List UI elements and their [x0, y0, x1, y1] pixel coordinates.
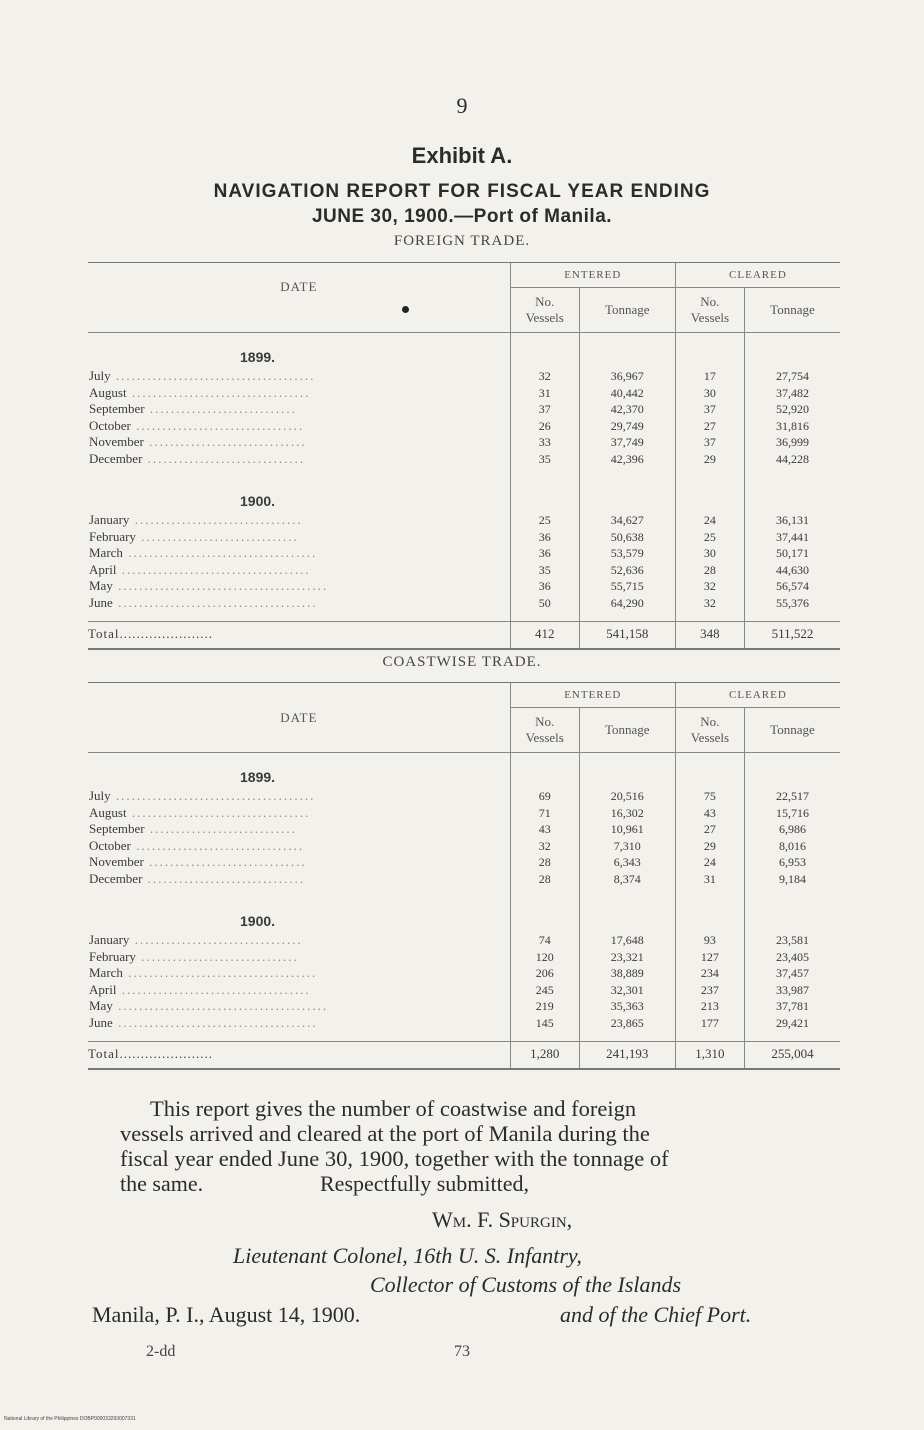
table-row	[88, 965, 840, 982]
month-cell: November ..............................	[89, 854, 307, 869]
cleared-tonnage-cell: 36,999	[744, 434, 840, 451]
entered-vessels-cell: 36	[510, 545, 579, 562]
month-cell: February ..............................	[89, 948, 299, 964]
month-cell: June ......................................	[89, 1014, 318, 1030]
year-label: 1900.	[240, 493, 276, 509]
cleared-tonnage-cell: 9,184	[744, 871, 840, 888]
report-heading-line2: JUNE 30, 1900.—Port of Manila.	[311, 206, 613, 227]
footer-signature-mark: 2-dd	[146, 1343, 176, 1360]
total-entered-vessels: 1,280	[510, 1042, 579, 1070]
entered-tonnage-cell: 42,396	[579, 451, 675, 468]
cleared-tonnage-cell: 55,376	[744, 595, 840, 612]
bullet-mark	[402, 306, 409, 313]
cleared-vessels-cell: 17	[675, 368, 744, 385]
month-cell: July ......................................	[89, 788, 316, 803]
entered-tonnage-cell: 55,715	[579, 578, 675, 595]
cleared-tonnage-cell: 6,986	[744, 821, 840, 838]
cleared-vessels-cell: 127	[675, 949, 744, 966]
footer-page-number: 73	[454, 1343, 470, 1360]
table-row	[88, 805, 840, 822]
entered-vessels-cell: 35	[510, 562, 579, 579]
table-row	[88, 368, 840, 385]
month-cell: March ....................................	[89, 545, 318, 560]
cleared-vessels-cell: 32	[675, 578, 744, 595]
cleared-tonnage-cell: 52,920	[744, 401, 840, 418]
entered-vessels-cell: 35	[510, 451, 579, 468]
cleared-tonnage-cell: 37,482	[744, 385, 840, 402]
foreign-table-body	[88, 333, 840, 650]
cleared-tonnage-cell: 37,441	[744, 529, 840, 546]
cleared-tonnage-cell: 44,630	[744, 562, 840, 579]
signature-title-line1: Lieutenant Colonel, 16th U. S. Infantry,	[233, 1243, 582, 1268]
entered-vessels-cell: 43	[510, 821, 579, 838]
month-cell: December ..............................	[89, 450, 306, 466]
table-row	[88, 595, 840, 612]
month-cell: October ................................	[89, 837, 305, 853]
table-row	[88, 545, 840, 562]
table-row	[88, 854, 840, 871]
scan-stamp: National Library of the Philippines DOBP000033293007331	[4, 1416, 136, 1422]
foreign-trade-table	[88, 262, 840, 650]
cleared-vessels-cell: 237	[675, 982, 744, 999]
respectfully-submitted: Respectfully submitted,	[320, 1171, 529, 1196]
entered-tonnage-cell: 7,310	[579, 838, 675, 855]
entered-vessels-cell: 145	[510, 1015, 579, 1032]
entered-tonnage-cell: 40,442	[579, 385, 675, 402]
entered-tonnage-cell: 53,579	[579, 545, 675, 562]
month-cell: January ................................	[89, 512, 303, 527]
table-row	[88, 821, 840, 838]
total-cleared-tonnage: 255,004	[744, 1042, 840, 1070]
table-row	[88, 788, 840, 805]
table-row	[88, 998, 840, 1015]
table-row	[88, 871, 840, 888]
cleared-vessels-cell: 177	[675, 1015, 744, 1032]
cleared-vessels-cell: 37	[675, 401, 744, 418]
cleared-tonnage-cell: 44,228	[744, 451, 840, 468]
total-cleared-tonnage: 511,522	[744, 622, 840, 650]
signature-title-line3: and of the Chief Port.	[560, 1302, 752, 1327]
entered-tonnage-cell: 64,290	[579, 595, 675, 612]
entered-tonnage-cell: 32,301	[579, 982, 675, 999]
cleared-tonnage-cell: 33,987	[744, 982, 840, 999]
entered-vessels-cell: 28	[510, 854, 579, 871]
entered-vessels-cell: 33	[510, 434, 579, 451]
cleared-vessels-cell: 29	[675, 451, 744, 468]
entered-tonnage-cell: 10,961	[579, 821, 675, 838]
cleared-tonnage-cell: 8,016	[744, 838, 840, 855]
report-paragraph-line1: This report gives the number of coastwise and foreign	[150, 1096, 637, 1121]
month-cell: May ........................................	[89, 998, 329, 1013]
cleared-vessels-cell: 24	[675, 854, 744, 871]
month-cell: February ..............................	[89, 528, 299, 544]
total-entered-tonnage: 541,158	[579, 622, 675, 650]
cleared-tonnage-cell: 29,421	[744, 1015, 840, 1032]
month-cell: April ....................................	[89, 981, 311, 997]
cleared-tonnage-cell: 6,953	[744, 854, 840, 871]
total-cleared-vessels: 348	[675, 622, 744, 650]
coastwise-trade-title: COASTWISE TRADE.	[382, 654, 542, 670]
total-label: Total......................	[88, 622, 510, 650]
entered-tonnage-cell: 23,321	[579, 949, 675, 966]
entered-tonnage-cell: 29,749	[579, 418, 675, 435]
entered-vessels-cell: 28	[510, 871, 579, 888]
month-cell: April ....................................	[89, 561, 311, 577]
entered-tonnage-cell: 38,889	[579, 965, 675, 982]
cleared-vessels-cell: 32	[675, 595, 744, 612]
entered-tonnage-cell: 52,636	[579, 562, 675, 579]
cleared-vessels-cell: 30	[675, 385, 744, 402]
date-header-label: DATE	[280, 278, 318, 294]
table-row	[88, 932, 840, 949]
total-entered-vessels: 412	[510, 622, 579, 650]
cleared-vessels-cell: 24	[675, 512, 744, 529]
table-row	[88, 529, 840, 546]
table-row	[88, 982, 840, 999]
page-number: 9	[456, 93, 468, 118]
entered-tonnage-cell: 50,638	[579, 529, 675, 546]
entered-tonnage-cell: 35,363	[579, 998, 675, 1015]
cleared-vessels-cell: 25	[675, 529, 744, 546]
table-row	[88, 385, 840, 402]
table-row	[88, 838, 840, 855]
cleared-tonnage-cell: 31,816	[744, 418, 840, 435]
total-entered-tonnage: 241,193	[579, 1042, 675, 1070]
cleared-vessels-cell: 43	[675, 805, 744, 822]
foreign-trade-title: FOREIGN TRADE.	[393, 233, 531, 249]
cleared-vessels-cell: 93	[675, 932, 744, 949]
total-label: Total......................	[88, 1042, 510, 1070]
entered-vessels-cell: 36	[510, 529, 579, 546]
table-row	[88, 1015, 840, 1032]
entered-tonnage-header: Tonnage	[579, 288, 675, 333]
exhibit-title: Exhibit A.	[411, 143, 513, 168]
month-cell: August ..................................	[89, 804, 311, 820]
month-cell: May ........................................	[89, 578, 329, 593]
entered-vessels-cell: 69	[510, 788, 579, 805]
coastwise-trade-table	[88, 682, 840, 1070]
entered-vessels-cell: 26	[510, 418, 579, 435]
month-cell: July ......................................	[89, 368, 316, 383]
cleared-tonnage-header: Tonnage	[744, 288, 840, 333]
entered-no-vessels-header: No. Vessels	[510, 288, 579, 333]
date-column-header: DATE	[88, 683, 510, 753]
coastwise-table-body	[88, 753, 840, 1070]
cleared-group-header: CLEARED	[675, 683, 840, 708]
entered-tonnage-cell: 6,343	[579, 854, 675, 871]
cleared-tonnage-cell: 37,781	[744, 998, 840, 1015]
place-and-date: Manila, P. I., August 14, 1900.	[92, 1302, 361, 1327]
cleared-vessels-cell: 37	[675, 434, 744, 451]
cleared-tonnage-cell: 23,581	[744, 932, 840, 949]
year-label: 1900.	[240, 913, 276, 929]
month-cell: September ............................	[89, 401, 297, 416]
total-row	[88, 622, 840, 650]
signature-name: Wm. F. Spurgin,	[432, 1207, 573, 1232]
entered-vessels-cell: 120	[510, 949, 579, 966]
cleared-vessels-cell: 27	[675, 821, 744, 838]
entered-tonnage-cell: 42,370	[579, 401, 675, 418]
cleared-tonnage-cell: 50,171	[744, 545, 840, 562]
entered-vessels-cell: 32	[510, 368, 579, 385]
total-row	[88, 1042, 840, 1070]
entered-vessels-cell: 219	[510, 998, 579, 1015]
signature-title-line2: Collector of Customs of the Islands	[370, 1272, 682, 1297]
entered-group-header: ENTERED	[510, 263, 675, 288]
cleared-tonnage-cell: 15,716	[744, 805, 840, 822]
table-row	[88, 949, 840, 966]
table-row	[88, 451, 840, 468]
date-column-header	[88, 263, 510, 333]
entered-vessels-cell: 206	[510, 965, 579, 982]
entered-vessels-cell: 74	[510, 932, 579, 949]
cleared-tonnage-cell: 56,574	[744, 578, 840, 595]
entered-tonnage-cell: 20,516	[579, 788, 675, 805]
report-paragraph-line4: the same.	[120, 1171, 204, 1196]
cleared-no-vessels-header: No. Vessels	[675, 288, 744, 333]
cleared-tonnage-cell: 36,131	[744, 512, 840, 529]
entered-group-header: ENTERED	[510, 683, 675, 708]
table-row	[88, 434, 840, 451]
entered-vessels-cell: 31	[510, 385, 579, 402]
table-row	[88, 418, 840, 435]
cleared-vessels-cell: 213	[675, 998, 744, 1015]
month-cell: December ..............................	[89, 870, 306, 886]
total-cleared-vessels: 1,310	[675, 1042, 744, 1070]
cleared-vessels-cell: 28	[675, 562, 744, 579]
cleared-vessels-cell: 29	[675, 838, 744, 855]
entered-vessels-cell: 37	[510, 401, 579, 418]
cleared-tonnage-cell: 37,457	[744, 965, 840, 982]
entered-vessels-cell: 25	[510, 512, 579, 529]
entered-tonnage-cell: 34,627	[579, 512, 675, 529]
cleared-tonnage-cell: 27,754	[744, 368, 840, 385]
month-cell: January ................................	[89, 932, 303, 947]
month-cell: August ..................................	[89, 384, 311, 400]
month-cell: March ....................................	[89, 965, 318, 980]
month-cell: June ......................................	[89, 594, 318, 610]
cleared-tonnage-cell: 22,517	[744, 788, 840, 805]
entered-vessels-cell: 32	[510, 838, 579, 855]
year-label: 1899.	[240, 769, 276, 785]
cleared-group-header: CLEARED	[675, 263, 840, 288]
entered-tonnage-cell: 17,648	[579, 932, 675, 949]
cleared-vessels-cell: 31	[675, 871, 744, 888]
report-paragraph-line2: vessels arrived and cleared at the port of Manila during the	[120, 1121, 650, 1146]
cleared-no-vessels-header: No. Vessels	[675, 708, 744, 753]
entered-tonnage-cell: 37,749	[579, 434, 675, 451]
cleared-vessels-cell: 30	[675, 545, 744, 562]
entered-vessels-cell: 36	[510, 578, 579, 595]
entered-tonnage-cell: 16,302	[579, 805, 675, 822]
entered-vessels-cell: 71	[510, 805, 579, 822]
month-cell: November ..............................	[89, 434, 307, 449]
table-row	[88, 562, 840, 579]
entered-tonnage-cell: 36,967	[579, 368, 675, 385]
month-cell: October ................................	[89, 417, 305, 433]
entered-no-vessels-header: No. Vessels	[510, 708, 579, 753]
table-row	[88, 512, 840, 529]
entered-vessels-cell: 245	[510, 982, 579, 999]
cleared-tonnage-cell: 23,405	[744, 949, 840, 966]
report-paragraph-line3: fiscal year ended June 30, 1900, together with the tonnage of	[120, 1146, 669, 1171]
entered-tonnage-header: Tonnage	[579, 708, 675, 753]
table-row	[88, 401, 840, 418]
report-heading-line1: NAVIGATION REPORT FOR FISCAL YEAR ENDING	[213, 181, 711, 202]
table-row	[88, 578, 840, 595]
entered-vessels-cell: 50	[510, 595, 579, 612]
cleared-vessels-cell: 27	[675, 418, 744, 435]
cleared-tonnage-header: Tonnage	[744, 708, 840, 753]
year-label: 1899.	[240, 349, 276, 365]
cleared-vessels-cell: 75	[675, 788, 744, 805]
entered-tonnage-cell: 8,374	[579, 871, 675, 888]
entered-tonnage-cell: 23,865	[579, 1015, 675, 1032]
month-cell: September ............................	[89, 821, 297, 836]
cleared-vessels-cell: 234	[675, 965, 744, 982]
